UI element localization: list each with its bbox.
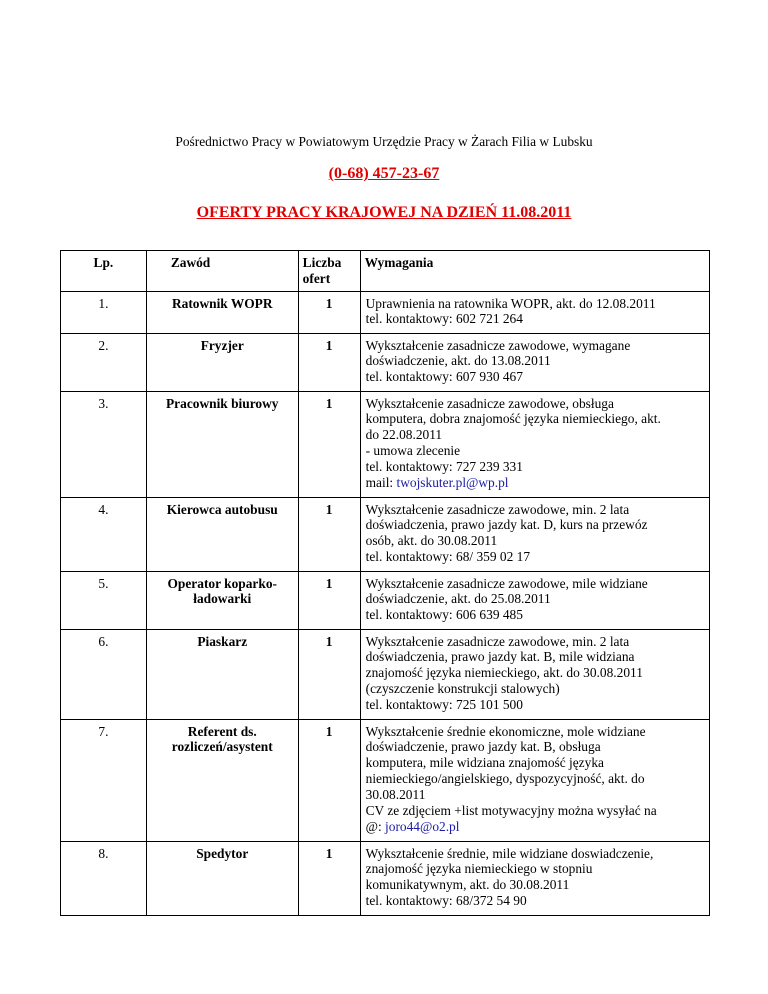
header-liczba-line1: Liczba [302,255,342,270]
requirements [360,391,709,497]
job-title: Fryzjer [146,333,298,391]
requirement-line: doświadczenia, prawo jazdy kat. B, mile widziana [365,649,635,665]
requirement-line: osób, akt. do 30.08.2011 [365,533,498,549]
table-row [61,719,710,841]
mail-line [366,475,705,491]
requirement-line: (czyszczenie konstrukcji stalowych) [365,681,560,697]
row-number: 8. [61,841,147,915]
requirement-line: Wykształcenie zasadnicze zawodowe, min. 2 lata [365,501,630,517]
row-number: 2. [61,333,147,391]
requirement-line: Wykształcenie zasadnicze zawodowe, min. 2 lata [365,633,630,649]
offer-count: 1 [298,333,360,391]
requirements [360,291,709,333]
requirement-line: do 22.08.2011 [365,427,443,443]
requirement-line: tel. kontaktowy: 68/372 54 90 [365,893,527,909]
requirement-line: tel. kontaktowy: 607 930 467 [365,369,523,385]
requirements [360,497,709,571]
requirement-line: Uprawnienia na ratownika WOPR, akt. do 12.08.2011 [365,295,656,311]
header-lp: Lp. [61,251,147,292]
requirement-line: doświadczenie, akt. do 25.08.2011 [365,591,551,607]
requirement-line: tel. kontaktowy: 606 639 485 [365,607,523,623]
header-wymagania: Wymagania [360,251,709,292]
mail-label: @: [365,818,386,834]
requirement-line: - umowa zlecenie [365,443,461,459]
requirements [360,629,709,719]
offer-count: 1 [298,391,360,497]
job-title [146,719,298,841]
requirement-line: niemieckiego/angielskiego, dyspozycyjność, akt. do [365,771,645,787]
table-row [61,291,710,333]
requirement-line: znajomość języka niemieckiego w stopniu [365,861,593,877]
requirement-line: komputera, dobra znajomość języka niemieckiego, akt. [365,411,661,427]
requirement-line: doświadczenie, prawo jazdy kat. B, obsługa [365,739,601,755]
requirement-line: CV ze zdjęciem +list motywacyjny można wysyłać na [365,802,657,818]
email-link[interactable]: twojskuter.pl@wp.pl [396,474,509,490]
page-heading: OFERTY PRACY KRAJOWEJ NA DZIEŃ 11.08.2011 [196,204,572,221]
requirement-line: tel. kontaktowy: 602 721 264 [365,311,523,327]
requirement-line: Wykształcenie zasadnicze zawodowe, mile widziane [365,575,648,591]
table-row [61,841,710,915]
table-row [61,629,710,719]
requirement-line: Wykształcenie zasadnicze zawodowe, obsługa [365,395,614,411]
offer-count: 1 [298,719,360,841]
requirement-line: doświadczenie, akt. do 13.08.2011 [365,353,551,369]
header-zawod: Zawód [146,251,298,292]
job-title-line: Referent ds. [187,723,257,739]
requirements [360,333,709,391]
requirements [360,571,709,629]
row-number: 6. [61,629,147,719]
offer-count: 1 [298,291,360,333]
row-number: 5. [61,571,147,629]
job-title: Spedytor [146,841,298,915]
requirement-line: Wykształcenie zasadnicze zawodowe, wymagane [365,337,631,353]
requirement-line: Wykształcenie średnie ekonomiczne, mole widziane [365,723,646,739]
requirement-line: komunikatywnym, akt. do 30.08.2011 [365,877,570,893]
table-row [61,391,710,497]
requirement-line: tel. kontaktowy: 727 239 331 [365,458,523,474]
office-phone: (0-68) 457-23-67 [328,165,440,182]
table-header-row [61,251,710,292]
row-number: 7. [61,719,147,841]
offer-count: 1 [298,629,360,719]
job-offers-table [60,250,710,916]
requirement-line: tel. kontaktowy: 68/ 359 02 17 [365,549,531,565]
job-title-line: Operator koparko- [167,575,277,591]
requirements [360,841,709,915]
requirement-line: tel. kontaktowy: 725 101 500 [365,696,523,712]
table-row [61,333,710,391]
row-number: 1. [61,291,147,333]
header-liczba-ofert [298,251,360,292]
requirement-line: 30.08.2011 [365,786,426,802]
job-title: Piaskarz [146,629,298,719]
requirement-line: doświadczenia, prawo jazdy kat. D, kurs na przewóz [365,517,648,533]
row-number: 4. [61,497,147,571]
job-title: Pracownik biurowy [146,391,298,497]
requirement-line: Wykształcenie średnie, mile widziane doswiadczenie, [365,845,654,861]
job-title-line: rozliczeń/asystent [171,739,273,755]
offer-count: 1 [298,571,360,629]
mail-label: mail: [365,474,397,490]
offer-count: 1 [298,841,360,915]
offer-count: 1 [298,497,360,571]
requirement-line: komputera, mile widziana znajomość języka [365,755,604,771]
requirement-line: znajomość języka niemieckiego, akt. do 30.08.2011 [365,665,643,681]
row-number: 3. [61,391,147,497]
header-liczba-line2: ofert [302,270,331,286]
job-title: Kierowca autobusu [146,497,298,571]
table-row [61,571,710,629]
job-title-line: ładowarki [193,591,252,607]
mail-line [366,819,705,835]
job-title [146,571,298,629]
job-title: Ratownik WOPR [146,291,298,333]
office-subtitle: Pośrednictwo Pracy w Powiatowym Urzędzie Pracy w Żarach Filia w Lubsku [175,134,593,149]
requirements [360,719,709,841]
email-link[interactable]: joro44@o2.pl [385,818,460,834]
table-row [61,497,710,571]
